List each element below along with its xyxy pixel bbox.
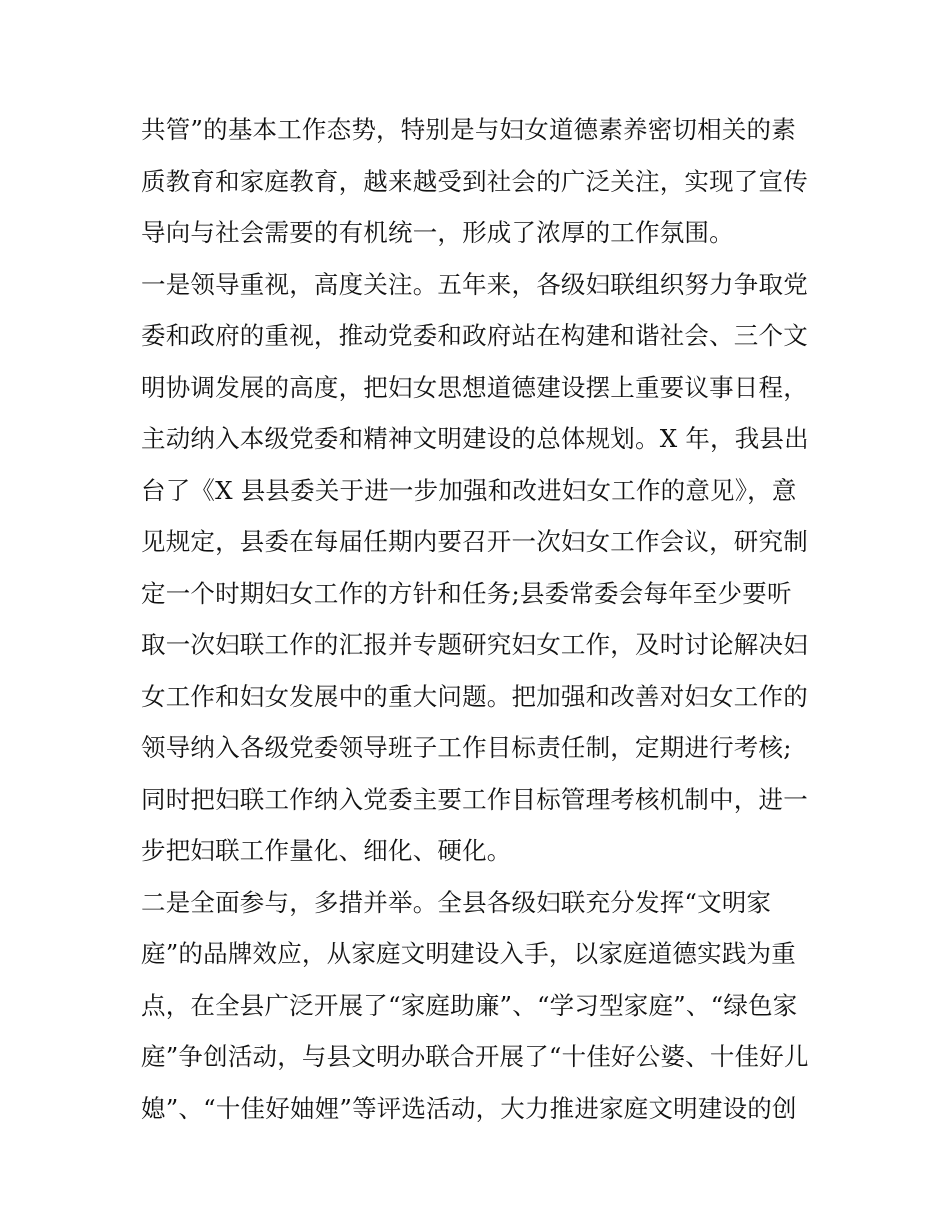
text-line: 定一个时期妇女工作的方针和任务;县委常委会每年至少要听: [141, 578, 792, 608]
text-line: 质教育和家庭教育，越来越受到社会的广泛关注，实现了宣传: [141, 166, 808, 196]
text-line: 点，在全县广泛开展了“家庭助廉”、“学习型家庭”、“绿色家: [141, 990, 798, 1020]
text-line: 庭”争创活动，与县文明办联合开展了“十佳好公婆、十佳好儿: [141, 1042, 809, 1071]
text-line: 台了《X 县县委关于进一步加强和改进妇女工作的意见》，意: [141, 475, 797, 505]
text-line: 媳”、“十佳好妯娌”等评选活动，大力推进家庭文明建设的创: [141, 1093, 797, 1123]
text-line: 一是领导重视，高度关注。五年来，各级妇联组织努力争取党: [141, 269, 808, 299]
text-line: 步把妇联工作量化、细化、硬化。: [141, 836, 512, 865]
text-line: 见规定，县委在每届任期内要召开一次妇女工作会议，研究制: [141, 527, 808, 556]
text-line: 庭”的品牌效应，从家庭文明建设入手，以家庭道德实践为重: [141, 939, 796, 968]
text-line: 领导纳入各级党委领导班子工作目标责任制，定期进行考核;: [141, 733, 792, 762]
text-line: 二是全面参与，多措并举。全县各级妇联充分发挥“文明家: [141, 887, 772, 917]
text-line: 委和政府的重视，推动党委和政府站在构建和谐社会、三个文: [141, 321, 808, 350]
text-line: 女工作和妇女发展中的重大问题。把加强和改善对妇女工作的: [141, 681, 808, 711]
text-line: 主动纳入本级党委和精神文明建设的总体规划。X 年，我县出: [141, 424, 809, 453]
text-line: 取一次妇联工作的汇报并专题研究妇女工作，及时讨论解决妇: [141, 630, 808, 659]
text-line: 明协调发展的高度，把妇女思想道德建设摆上重要议事日程，: [141, 372, 808, 402]
body-text: [141, 104, 821, 1134]
text-line: 共管”的基本工作态势，特别是与妇女道德素养密切相关的素: [141, 115, 796, 144]
text-line: 导向与社会需要的有机统一，形成了浓厚的工作氛围。: [141, 218, 734, 247]
text-line: 同时把妇联工作纳入党委主要工作目标管理考核机制中，进一: [141, 784, 808, 814]
